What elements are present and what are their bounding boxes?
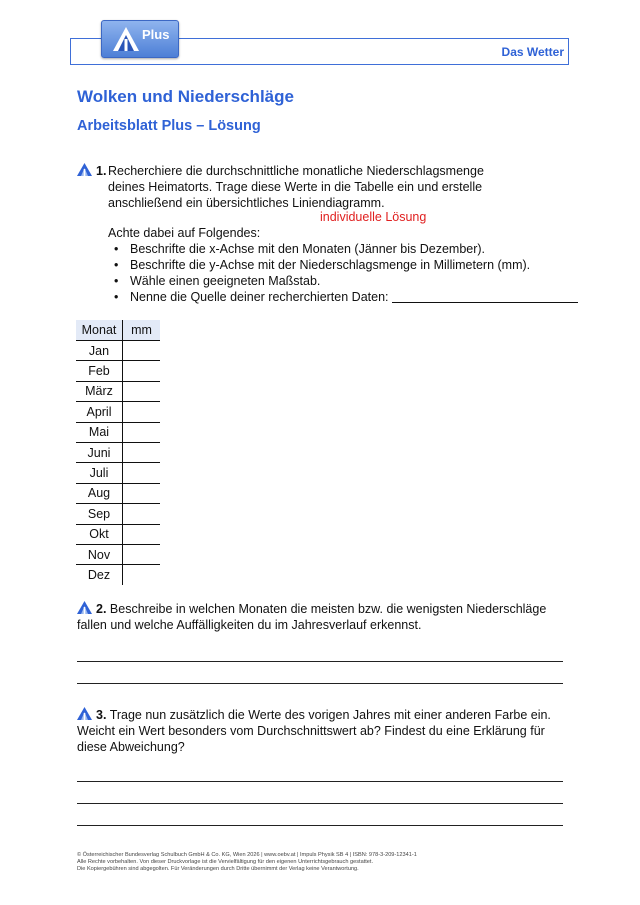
mm-input-cell[interactable] bbox=[123, 544, 161, 564]
month-cell: März bbox=[76, 381, 123, 401]
column-header-month: Monat bbox=[76, 320, 123, 341]
mm-input-cell[interactable] bbox=[123, 381, 161, 401]
bullet-item: • Nenne die Quelle deiner recherchierten Daten: bbox=[108, 289, 578, 305]
footer-copyright: © Österreichischer Bundesverlag Schulbuch GmbH & Co. KG, Wien 2026 | www.oebv.at | Impuls Physik SB 4 | ISBN: 978-3-209-12341-1 bbox=[77, 852, 417, 858]
answer-line[interactable] bbox=[77, 781, 563, 782]
table-header-row bbox=[76, 320, 160, 341]
task-1-text: Recherchiere die durchschnittliche monatliche Niederschlagsmenge deines Heimatorts. Trage diese Werte in die Tabelle ein und erstelle anschließend ein übersichtliches Liniendiagramm. bbox=[108, 164, 484, 210]
page-title: Wolken und Niederschläge bbox=[77, 87, 294, 106]
month-cell: Sep bbox=[76, 504, 123, 524]
plus-logo-triangle-icon bbox=[112, 26, 140, 52]
month-cell: Feb bbox=[76, 361, 123, 381]
footer-disclaimer: Die Kopiergebühren sind abgegolten. Für Veränderungen durch Dritte übernimmt der Verlag keine Verantwortung. bbox=[77, 866, 359, 872]
month-cell: April bbox=[76, 402, 123, 422]
table-row bbox=[76, 422, 160, 442]
answer-line[interactable] bbox=[77, 803, 563, 804]
mm-input-cell[interactable] bbox=[123, 442, 161, 462]
mm-input-cell[interactable] bbox=[123, 565, 161, 585]
task-triangle-icon bbox=[77, 601, 92, 614]
bullet-item: • Wähle einen geeigneten Maßstab. bbox=[108, 273, 578, 289]
plus-logo bbox=[101, 20, 179, 58]
month-cell: Mai bbox=[76, 422, 123, 442]
answer-line[interactable] bbox=[77, 661, 563, 662]
task-1-number: 1. bbox=[96, 164, 107, 178]
mm-input-cell[interactable] bbox=[123, 504, 161, 524]
mm-input-cell[interactable] bbox=[123, 361, 161, 381]
task-1 bbox=[77, 163, 522, 211]
month-cell: Okt bbox=[76, 524, 123, 544]
source-answer-line[interactable] bbox=[392, 290, 578, 303]
month-cell: Juni bbox=[76, 442, 123, 462]
precipitation-table bbox=[76, 320, 160, 585]
month-cell: Nov bbox=[76, 544, 123, 564]
task-1-hint: Achte dabei auf Folgendes: bbox=[108, 226, 261, 240]
task-2-text: Beschreibe in welchen Monaten die meisten bzw. die wenigsten Niederschläge fallen und welche Auffälligkeiten du im Jahresverlauf erkennst. bbox=[77, 602, 547, 632]
month-cell: Dez bbox=[76, 565, 123, 585]
table-row bbox=[76, 463, 160, 483]
page-subtitle: Arbeitsblatt Plus – Lösung bbox=[77, 118, 261, 134]
table-row bbox=[76, 565, 160, 585]
table-row bbox=[76, 483, 160, 503]
answer-line[interactable] bbox=[77, 825, 563, 826]
mm-input-cell[interactable] bbox=[123, 402, 161, 422]
mm-input-cell[interactable] bbox=[123, 341, 161, 361]
month-cell: Aug bbox=[76, 483, 123, 503]
solution-note: individuelle Lösung bbox=[320, 210, 427, 224]
answer-line[interactable] bbox=[77, 683, 563, 684]
table-row bbox=[76, 544, 160, 564]
month-cell: Jan bbox=[76, 341, 123, 361]
table-row bbox=[76, 361, 160, 381]
table-row bbox=[76, 381, 160, 401]
footer-rights: Alle Rechte vorbehalten. Von dieser Druckvorlage ist die Vervielfältigung für den eigenen Unterrichtsgebrauch gestattet. bbox=[77, 859, 374, 865]
table-row bbox=[76, 402, 160, 422]
table-row bbox=[76, 504, 160, 524]
footer bbox=[77, 852, 417, 873]
task-triangle-icon bbox=[77, 707, 92, 720]
task-3 bbox=[77, 707, 567, 755]
task-2 bbox=[77, 601, 567, 633]
bullet-item: • Beschrifte die x-Achse mit den Monaten (Jänner bis Dezember). bbox=[108, 241, 578, 257]
table-row bbox=[76, 341, 160, 361]
table-row bbox=[76, 442, 160, 462]
section-title: Das Wetter bbox=[501, 45, 564, 59]
logo-label: Plus bbox=[142, 27, 170, 42]
column-header-mm: mm bbox=[123, 320, 161, 341]
mm-input-cell[interactable] bbox=[123, 524, 161, 544]
table-row bbox=[76, 524, 160, 544]
mm-input-cell[interactable] bbox=[123, 483, 161, 503]
task-2-number: 2. bbox=[96, 602, 107, 616]
bullet-item: • Beschrifte die y-Achse mit der Niederschlagsmenge in Millimetern (mm). bbox=[108, 257, 578, 273]
task-3-number: 3. bbox=[96, 708, 107, 722]
task-1-bullets bbox=[108, 241, 578, 305]
mm-input-cell[interactable] bbox=[123, 463, 161, 483]
month-cell: Juli bbox=[76, 463, 123, 483]
task-3-text: Trage nun zusätzlich die Werte des vorigen Jahres mit einer anderen Farbe ein. Weicht ein Wert besonders vom Durchschnittswert ab? Findest du eine Erklärung für diese Abweichung? bbox=[77, 708, 551, 754]
task-triangle-icon bbox=[77, 163, 92, 176]
mm-input-cell[interactable] bbox=[123, 422, 161, 442]
